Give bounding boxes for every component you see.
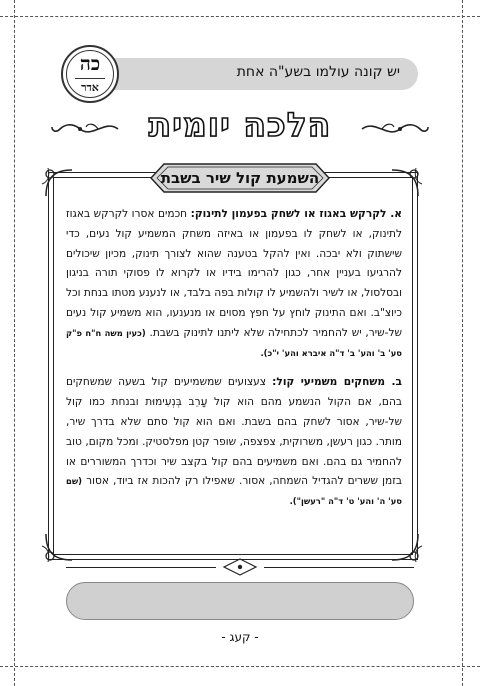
date-divider [75, 78, 105, 79]
date-day: כה [79, 53, 101, 75]
subtitle: השמעת קול שיר בשבת [160, 169, 320, 187]
date-month: אדר [81, 81, 99, 94]
header-text: יש קונה עולמו בשע"ה אחת [236, 64, 400, 80]
cut-line-right [462, 0, 463, 686]
source-citation: (כעין משה ח"ח פ"ק סע' ב' והע' ב' ד"ה איברא והע' י"כ). [66, 327, 402, 358]
footer-bar [66, 582, 414, 620]
corner-ornament-icon [40, 164, 78, 202]
flourish-right-icon [360, 117, 430, 141]
section-title: א. לקרקש באגוז או לשחק בפעמון לתינוק: [190, 208, 402, 220]
title-area [70, 105, 410, 153]
source-citation: (שם סע' ה' והע' ט' ד"ה "רעשן"). [66, 476, 402, 507]
header-bar [88, 58, 418, 90]
section-2 [66, 373, 402, 512]
section-body: חכמים אסרו לקרקש באגוז לתינוק, או לשחק לו בפעמון או באיזה משחק המשמיע קול נעים, כדי שישתוק ולא יבכה. ואין להקל בטענה שהוא לצורך תינוק, מכיון שיכולים להרגיעו בעניין אחר, כגון להרימו בידיו או לקרוא לו פסוקי תורה בניגון ובסלסול, או לשיר ולהשמיע לו קולות בפה בלבד, או לנענע מטתו בנחת וכל כיוצ"ב. ואם התינוק לוחץ על חפץ מסוים או מנענעו, הוא משמיע קול נעים של-שיר, יש להחמיר לכתחילה שלא ליתנו לתינוק בשבת. [66, 208, 402, 339]
section-body: צעצועים שמשמיעים קול בשעה שמשחקים בהם, אם הקול הנשמע מהם הוא קול עָרֵב בְּנְעִימוּת ובנחת כמו קול של-שיר, אסור לשחק בהם בשבת. ואם הוא קול סתם שלא בדרך שיר, מותר. כגון רעשן, משרוקית, צפצפה, שופר קטן מפלסטיק. ומכל מקום, טוב להחמיר גם בהם. ואם משמיעים בהם קול בקצב שיר וכדרך המשוררים או בזמן ששרים להגדיל השמחה, אסור. שאפילו רק להכות אז ביוד, אסור [66, 376, 402, 488]
section-1 [66, 205, 402, 363]
cut-line-bottom [0, 666, 480, 667]
section-gap [66, 363, 402, 373]
date-badge [61, 45, 119, 103]
main-title: הלכה יומית [148, 105, 332, 144]
section-title: ב. משחקים משמיעי קול: [272, 376, 402, 389]
page-number: - קעג - [221, 630, 259, 644]
cut-line-left [14, 0, 15, 686]
article-body [66, 205, 402, 512]
diamond-ornament-icon [222, 558, 258, 576]
corner-ornament-icon [40, 528, 78, 566]
corner-ornament-icon [386, 164, 424, 202]
corner-ornament-icon [386, 528, 424, 566]
cut-line-top [0, 16, 480, 17]
